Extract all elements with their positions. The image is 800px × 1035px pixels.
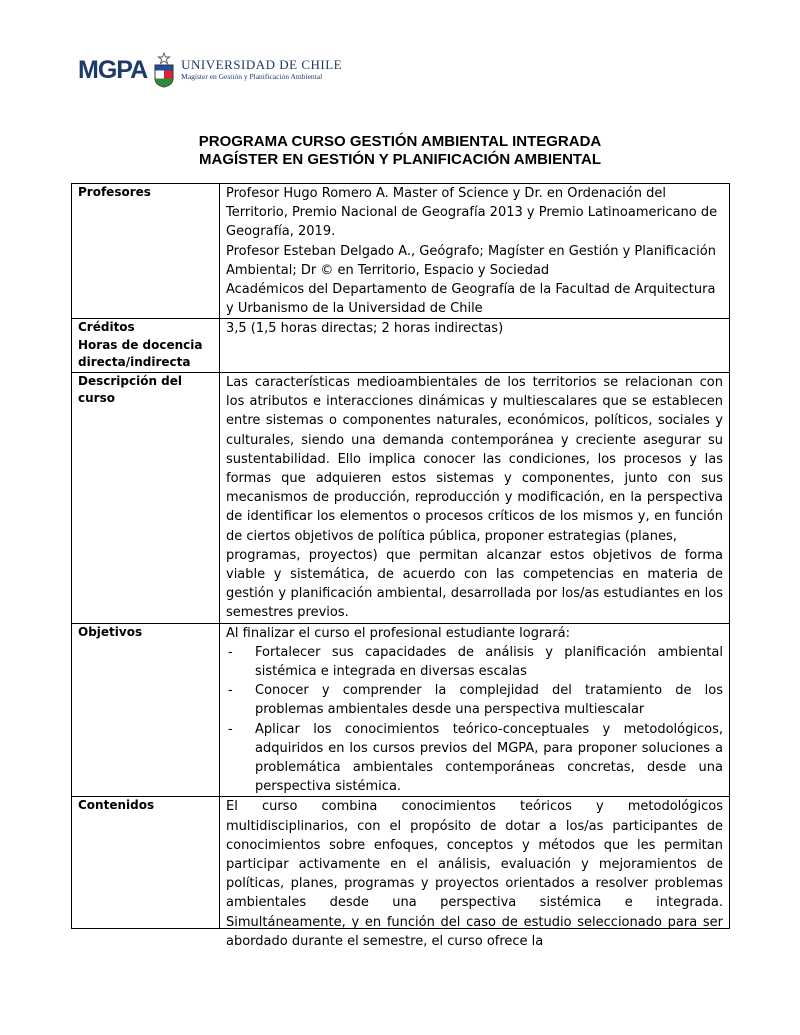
row-creditos — [72, 319, 730, 373]
profesor-line-3: Académicos del Departamento de Geografía de la Facultad de Arquitectura y Urbanismo de la Universidad de Chile — [226, 282, 716, 317]
descripcion-paragraph-1: Las características medioambientales de los territorios se relacionan con los atributos e interacciones dinámicas y multiescalares que se establecen entre sistemas o componentes naturales, económicos, políticos, sociales y culturales, siendo una demanda contemporánea y creciente asegurar su sustentabilidad. Ello implica conocer las condiciones, los procesos y las formas que adquieren estos sistemas y componentes, junto con sus mecanismos de producción, reproducción y modificación, en la perspectiva de identificar los elementos o procesos críticos de los mismos y, en función de ciertos objetivos de política pública, proponer estrategias (planes, — [226, 374, 723, 544]
content-objetivos — [220, 623, 730, 797]
list-item: - Aplicar los conocimientos teórico-conceptuales y metodológicos, adquiridos en los cursos previos del MGPA, para proponer soluciones a problemática ambientales contemporáneas concretas, desde una perspectiva sistémica. — [226, 720, 723, 797]
university-crest-icon — [153, 52, 175, 88]
label-creditos-title: Créditos — [78, 320, 135, 335]
page-title — [0, 133, 800, 169]
content-creditos: 3,5 (1,5 horas directas; 2 horas indirectas) — [220, 319, 730, 373]
label-profesores: Profesores — [72, 184, 220, 319]
title-line-1: PROGRAMA CURSO GESTIÓN AMBIENTAL INTEGRADA — [198, 133, 602, 150]
logo-program-name: Magíster en Gestión y Planificación Ambiental — [181, 72, 323, 81]
contenidos-paragraph: El curso combina conocimientos teóricos y metodológicos multidisciplinarios, con el propósito de dotar a los/as participantes de conocimientos sobre enfoques, conceptos y métodos que les permitan participar activamente en el análisis, evaluación y mejoramientos de políticas, planes, programas y proyectos orientados a resolver problemas ambientales desde una perspectiva sistémica e integrada. Simultáneamente, y en función del caso de estudio seleccionado para ser abordado durante el semestre, el curso ofrece la — [226, 799, 723, 949]
label-horas-docencia: Horas de docencia directa/indirecta — [78, 337, 203, 370]
logo-mgpa-text: MGPA — [78, 55, 148, 84]
title-line-2: MAGÍSTER EN GESTIÓN Y PLANIFICACIÓN AMBIENTAL — [199, 151, 601, 168]
objetivos-list — [226, 643, 723, 797]
label-descripcion: Descripción del curso — [72, 372, 220, 623]
label-contenidos: Contenidos — [72, 797, 220, 929]
row-contenidos — [72, 797, 730, 929]
list-item: - Conocer y comprender la complejidad del tratamiento de los problemas ambientales desde una perspectiva multiescalar — [226, 681, 723, 719]
profesor-line-2: Profesor Esteban Delgado A., Geógrafo; Magíster en Gestión y Planificación Ambiental; Dr © en Territorio, Espacio y Sociedad — [226, 243, 716, 278]
row-objetivos — [72, 623, 730, 797]
row-descripcion — [72, 372, 730, 623]
profesor-line-1: Profesor Hugo Romero A. Master of Science y Dr. en Ordenación del Territorio, Premio Nacional de Geografía 2013 y Premio Latinoamericano de Geografía, 2019. — [226, 186, 718, 240]
content-descripcion — [220, 372, 730, 623]
row-profesores — [72, 184, 730, 319]
content-contenidos — [220, 797, 730, 949]
list-item: - Fortalecer sus capacidades de análisis y planificación ambiental sistémica e integrada en diversas escalas — [226, 643, 723, 681]
logo-university-name: UNIVERSIDAD DE CHILE — [181, 57, 343, 72]
objetivos-intro: Al finalizar el curso el profesional estudiante logrará: — [226, 625, 570, 641]
label-creditos — [72, 319, 220, 373]
descripcion-paragraph-2: programas, proyectos) que permitan alcanzar estos objetivos de forma viable y sistemática, de acuerdo con las competencias en materia de gestión y planificación ambiental, desarrollada por los/as estudiantes en los semestres previos. — [226, 547, 723, 621]
mgpa-logo — [78, 48, 342, 92]
contenidos-text-clip — [226, 797, 723, 949]
course-table — [71, 183, 730, 949]
content-profesores — [220, 184, 730, 319]
label-objetivos: Objetivos — [72, 623, 220, 797]
